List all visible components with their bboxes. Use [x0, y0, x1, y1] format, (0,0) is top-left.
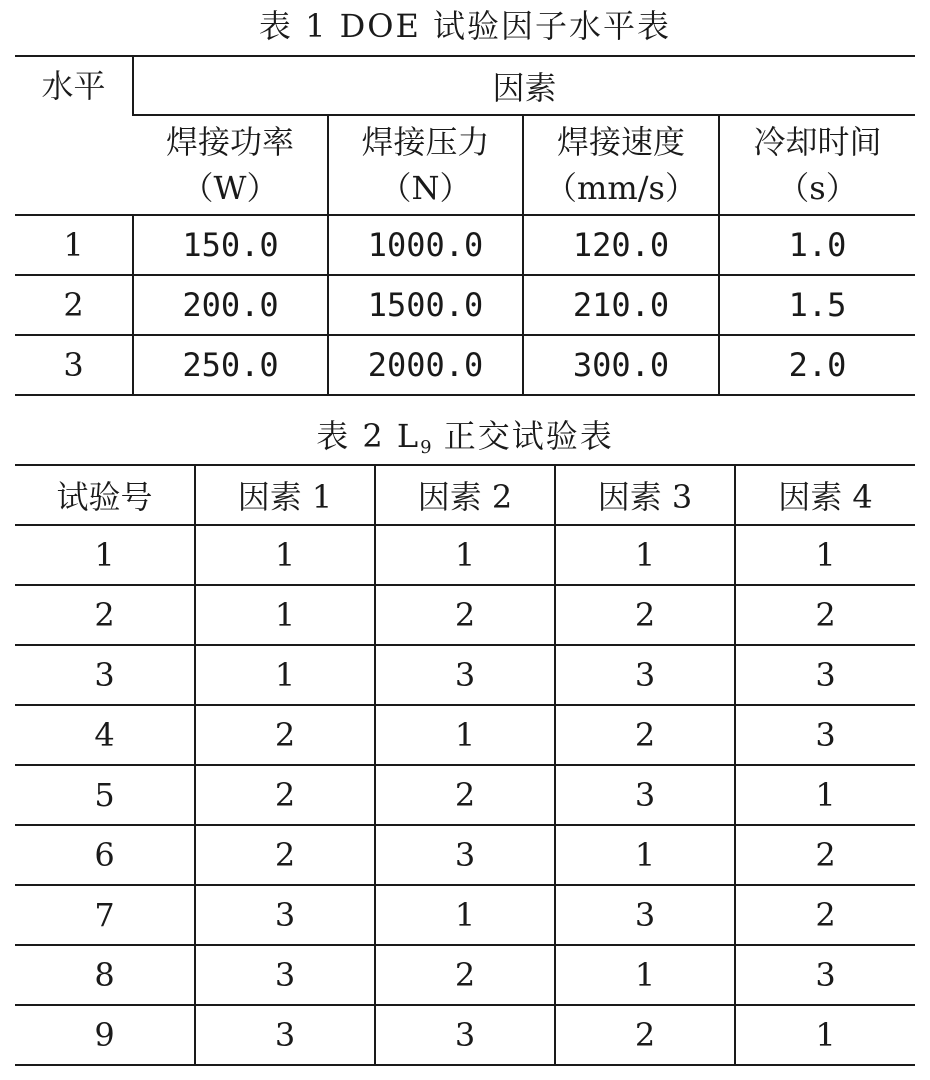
table-cell: 120.0 — [523, 215, 719, 275]
table-row — [15, 945, 915, 1005]
table-cell: 3 — [63, 346, 84, 384]
table-cell: 1 — [555, 525, 735, 585]
column-header-welding-pressure: 焊接压力 （N） — [328, 115, 523, 215]
table-row — [15, 585, 915, 645]
table-cell: 2000.0 — [328, 335, 523, 395]
table-cell: 2 — [555, 1005, 735, 1065]
table-cell: 6 — [15, 825, 195, 885]
level-header: 水平 — [15, 56, 133, 215]
column-header-cooling-time: 冷却时间 （s） — [719, 115, 915, 215]
table-cell: 1 — [195, 645, 375, 705]
table-cell: 3 — [555, 645, 735, 705]
table-cell: 3 — [735, 945, 915, 1005]
table-row — [15, 765, 915, 825]
table-cell: 2.0 — [719, 335, 915, 395]
table-cell: 5 — [15, 765, 195, 825]
table-cell: 2 — [555, 705, 735, 765]
table-cell: 2 — [195, 705, 375, 765]
table-cell: 2 — [375, 765, 555, 825]
table-row — [15, 275, 915, 335]
table-cell: 2 — [735, 885, 915, 945]
table-cell: 1 — [375, 705, 555, 765]
table-cell: 3 — [195, 885, 375, 945]
table-cell: 2 — [15, 585, 195, 645]
table-cell: 1 — [15, 215, 133, 275]
column-header-welding-speed: 焊接速度 （mm/s） — [523, 115, 719, 215]
table-cell: 8 — [15, 945, 195, 1005]
table-cell: 1 — [555, 945, 735, 1005]
table-cell: 1 — [375, 525, 555, 585]
table-cell: 250.0 — [133, 335, 328, 395]
factor-group-header: 因素 — [133, 56, 915, 115]
table-cell: 210.0 — [523, 275, 719, 335]
column-header-factor-1: 因素 1 — [195, 465, 375, 525]
table-cell: 3 — [735, 645, 915, 705]
column-header-factor-2: 因素 2 — [375, 465, 555, 525]
table-cell: 1000.0 — [328, 215, 523, 275]
table-row — [15, 645, 915, 705]
table-cell: 2 — [555, 585, 735, 645]
table-cell: 300.0 — [523, 335, 719, 395]
table-cell: 2 — [15, 275, 133, 335]
table-cell: 3 — [15, 645, 195, 705]
table-row — [15, 215, 915, 275]
table-row — [15, 525, 915, 585]
table-cell: 3 — [375, 1005, 555, 1065]
column-header-welding-power: 焊接功率 （W） — [133, 115, 328, 215]
table-row — [15, 825, 915, 885]
table-cell: 2 — [375, 945, 555, 1005]
table1-caption: 表 1 DOE 试验因子水平表 — [258, 7, 672, 45]
table-cell: 1 — [555, 825, 735, 885]
table2-caption: 表 2 $L_9$ 正交试验表 — [316, 417, 614, 458]
table-row — [15, 1005, 915, 1065]
orthogonal-array-table — [15, 464, 915, 1066]
table-cell: 1 — [195, 525, 375, 585]
column-header-factor-3: 因素 3 — [555, 465, 735, 525]
table-cell: 4 — [15, 705, 195, 765]
table-cell: 3 — [555, 885, 735, 945]
table-cell: 2 — [195, 765, 375, 825]
table-cell: 3 — [375, 645, 555, 705]
table-cell: 1.5 — [719, 275, 915, 335]
table-cell: 1.0 — [719, 215, 915, 275]
table-cell: 1 — [735, 765, 915, 825]
table-cell: 200.0 — [133, 275, 328, 335]
table-cell: 1 — [735, 525, 915, 585]
table-row — [15, 335, 915, 395]
table-cell: 7 — [15, 885, 195, 945]
table-cell: 1 — [735, 1005, 915, 1065]
table-cell: 1500.0 — [328, 275, 523, 335]
table-header-row — [15, 465, 915, 525]
table-cell: 2 — [735, 585, 915, 645]
table-cell: 2 — [375, 585, 555, 645]
column-header-trial-no: 试验号 — [15, 465, 195, 525]
table-cell: 3 — [375, 825, 555, 885]
table-row — [15, 885, 915, 945]
table-cell: 1 — [195, 585, 375, 645]
table-cell: 1 — [375, 885, 555, 945]
table-cell: 3 — [735, 705, 915, 765]
doe-factor-level-table — [15, 55, 915, 396]
table-cell: 3 — [195, 945, 375, 1005]
table-row — [15, 705, 915, 765]
table-cell: 3 — [195, 1005, 375, 1065]
table-cell: 3 — [555, 765, 735, 825]
table-cell: 2 — [195, 825, 375, 885]
column-header-factor-4: 因素 4 — [735, 465, 915, 525]
table-cell: 9 — [94, 1016, 115, 1054]
table-cell: 1 — [15, 525, 195, 585]
table-cell: 150.0 — [133, 215, 328, 275]
table-cell: 2 — [735, 825, 915, 885]
